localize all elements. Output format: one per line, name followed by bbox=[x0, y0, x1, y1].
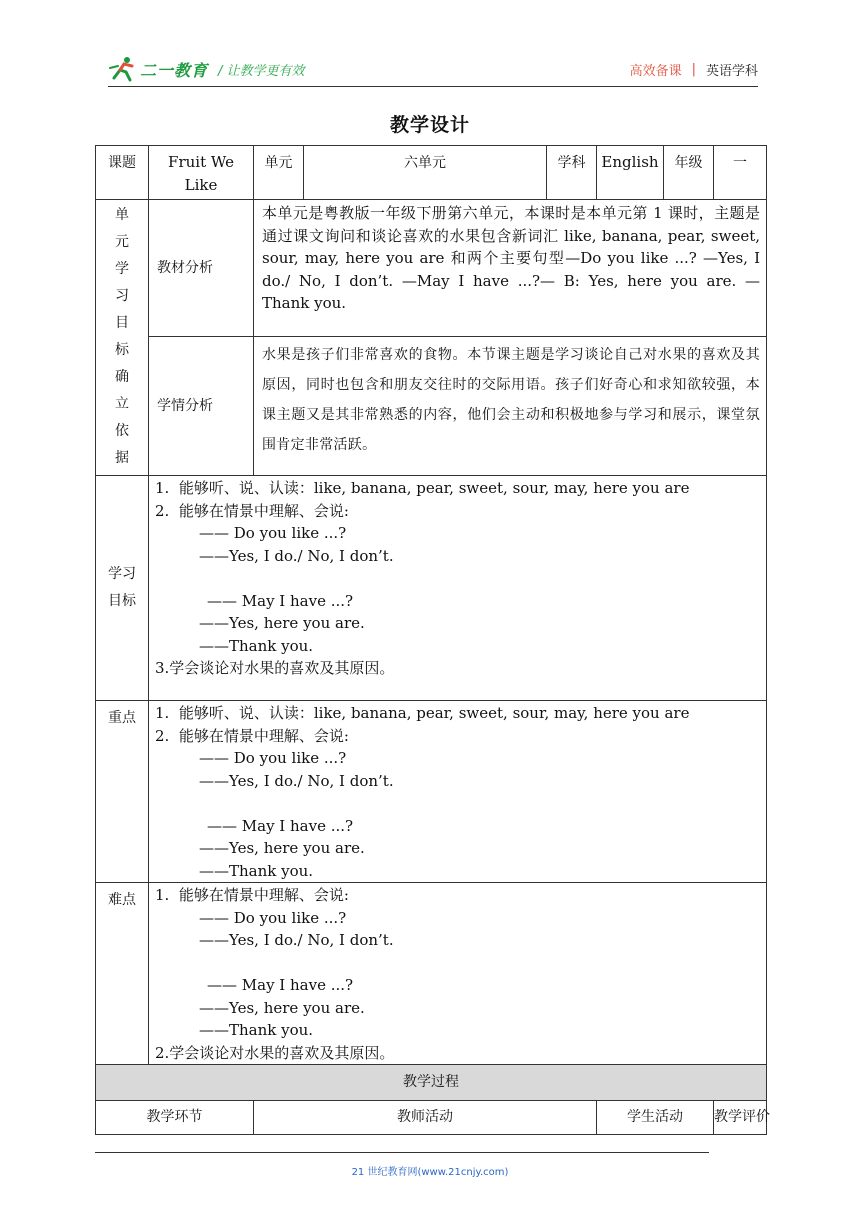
material-row bbox=[96, 200, 767, 337]
goals-line: ——Yes, I do./ No, I don’t. bbox=[199, 546, 394, 565]
process-col-teacher: 教师活动 bbox=[254, 1101, 597, 1135]
topic-row bbox=[96, 146, 767, 200]
page-title: 教学设计 bbox=[389, 114, 470, 136]
difficult-line: ——Thank you. bbox=[199, 1021, 314, 1039]
difficult-line: —— Do you like ...? bbox=[199, 908, 347, 927]
material-analysis-label: 教材分析 bbox=[149, 200, 254, 337]
logo-text: 二一教育 bbox=[140, 60, 209, 80]
goals-line: 2. 能够在情景中理解、会说: bbox=[155, 501, 349, 520]
student-analysis-label: 学情分析 bbox=[149, 337, 254, 476]
goals-row bbox=[96, 476, 767, 701]
page-header bbox=[108, 54, 758, 84]
basis-char: 学 bbox=[115, 261, 129, 277]
grade-value: 一 bbox=[714, 146, 767, 200]
student-analysis-text: 水果是孩子们非常喜欢的食物。本节课主题是学习谈论自己对水果的喜欢及其原因，同时也包含和朋友交往时的交际用语。孩子们好奇心和求知欲较强，本课主题又是其非常熟悉的内容，他们会主动和积极地参与学习和展示，课堂氛围肯定非常活跃。 bbox=[254, 337, 767, 476]
basis-char: 立 bbox=[115, 396, 129, 412]
header-separator: | bbox=[691, 62, 696, 77]
runner-logo-icon bbox=[108, 56, 138, 82]
header-tag-subject: 英语学科 bbox=[705, 64, 758, 79]
key-line: —— May I have ...? bbox=[207, 816, 354, 835]
unit-value: 六单元 bbox=[304, 146, 547, 200]
unit-label: 单元 bbox=[254, 146, 304, 200]
key-line: 2. 能够在情景中理解、会说: bbox=[155, 726, 349, 745]
goals-line: ——Thank you. bbox=[199, 636, 314, 655]
process-header-row bbox=[96, 1101, 767, 1135]
key-line: ——Yes, I do./ No, I don’t. bbox=[199, 771, 394, 790]
goals-label-line: 目标 bbox=[108, 593, 136, 609]
process-col-stage: 教学环节 bbox=[96, 1101, 254, 1135]
process-col-evaluation: 教学评价 bbox=[714, 1101, 767, 1135]
key-line: 1. 能够听、说、认读：like, banana, pear, sweet, sour, may, here you are bbox=[155, 704, 690, 722]
subject-label: 学科 bbox=[547, 146, 597, 200]
basis-char: 确 bbox=[115, 369, 129, 385]
process-title-row bbox=[96, 1065, 767, 1101]
goals-line: 3.学会谈论对水果的喜欢及其原因。 bbox=[155, 659, 395, 677]
goals-line: 1. 能够听、说、认读：like, banana, pear, sweet, sour, may, here you are bbox=[155, 479, 690, 497]
grade-label: 年级 bbox=[664, 146, 714, 200]
key-label: 重点 bbox=[96, 701, 149, 883]
header-right bbox=[630, 60, 758, 79]
goals-line bbox=[155, 567, 762, 590]
slogan: / 让教学更有效 bbox=[218, 63, 305, 79]
goals-label bbox=[96, 476, 149, 701]
basis-char: 标 bbox=[115, 342, 129, 358]
difficult-label: 难点 bbox=[96, 883, 149, 1065]
key-content bbox=[149, 701, 767, 883]
difficult-line: ——Yes, I do./ No, I don’t. bbox=[199, 931, 394, 949]
key-line: ——Thank you. bbox=[199, 861, 314, 880]
subject-value: English bbox=[597, 146, 664, 200]
topic-value: Fruit We Like bbox=[149, 146, 254, 200]
difficult-line: 2.学会谈论对水果的喜欢及其原因。 bbox=[155, 1043, 395, 1062]
lesson-plan-table bbox=[95, 145, 770, 1135]
difficult-content bbox=[149, 883, 767, 1065]
student-row bbox=[96, 337, 767, 476]
basis-char: 目 bbox=[115, 315, 129, 331]
difficult-line: 1. 能够在情景中理解、会说: bbox=[155, 886, 349, 904]
basis-side-label bbox=[96, 200, 149, 476]
process-col-student: 学生活动 bbox=[597, 1101, 714, 1135]
difficult-line bbox=[155, 952, 762, 975]
footer-link[interactable]: 21 世纪教育网(www.21cnjy.com) bbox=[351, 1167, 509, 1178]
difficult-row bbox=[96, 883, 767, 1065]
difficult-line: ——Yes, here you are. bbox=[199, 998, 365, 1017]
goals-line: ——Yes, here you are. bbox=[199, 614, 365, 632]
goals-line: —— Do you like ...? bbox=[199, 524, 347, 542]
header-tag-prep: 高效备课 bbox=[629, 64, 682, 79]
basis-char: 单 bbox=[115, 207, 129, 223]
material-analysis-text: 本单元是粤教版一年级下册第六单元，本课时是本单元第 1 课时，主题是通过课文询问和谈论喜欢的水果包含新词汇 like, banana, pear, sweet, sour, may, here you are 和两个主要句型—Do you like ...? —Yes, I do./ No, I don’t. —May I have ...?— B: Yes, here you are. — Thank you. bbox=[254, 200, 767, 337]
footer-divider bbox=[95, 1152, 709, 1153]
basis-char: 依 bbox=[115, 423, 129, 439]
key-line: —— Do you like ...? bbox=[199, 749, 347, 767]
difficult-line: —— May I have ...? bbox=[207, 976, 354, 994]
header-divider bbox=[108, 86, 758, 87]
key-line: ——Yes, here you are. bbox=[199, 839, 365, 857]
goals-line: —— May I have ...? bbox=[207, 591, 354, 610]
process-title: 教学过程 bbox=[96, 1065, 767, 1101]
key-line bbox=[155, 792, 762, 815]
logo bbox=[108, 56, 305, 82]
topic-label: 课题 bbox=[96, 146, 149, 200]
basis-char: 元 bbox=[115, 234, 129, 250]
goals-label-line: 学习 bbox=[108, 566, 136, 582]
goals-content bbox=[149, 476, 767, 701]
key-row bbox=[96, 701, 767, 883]
basis-char: 据 bbox=[115, 450, 129, 466]
basis-char: 习 bbox=[115, 288, 129, 304]
